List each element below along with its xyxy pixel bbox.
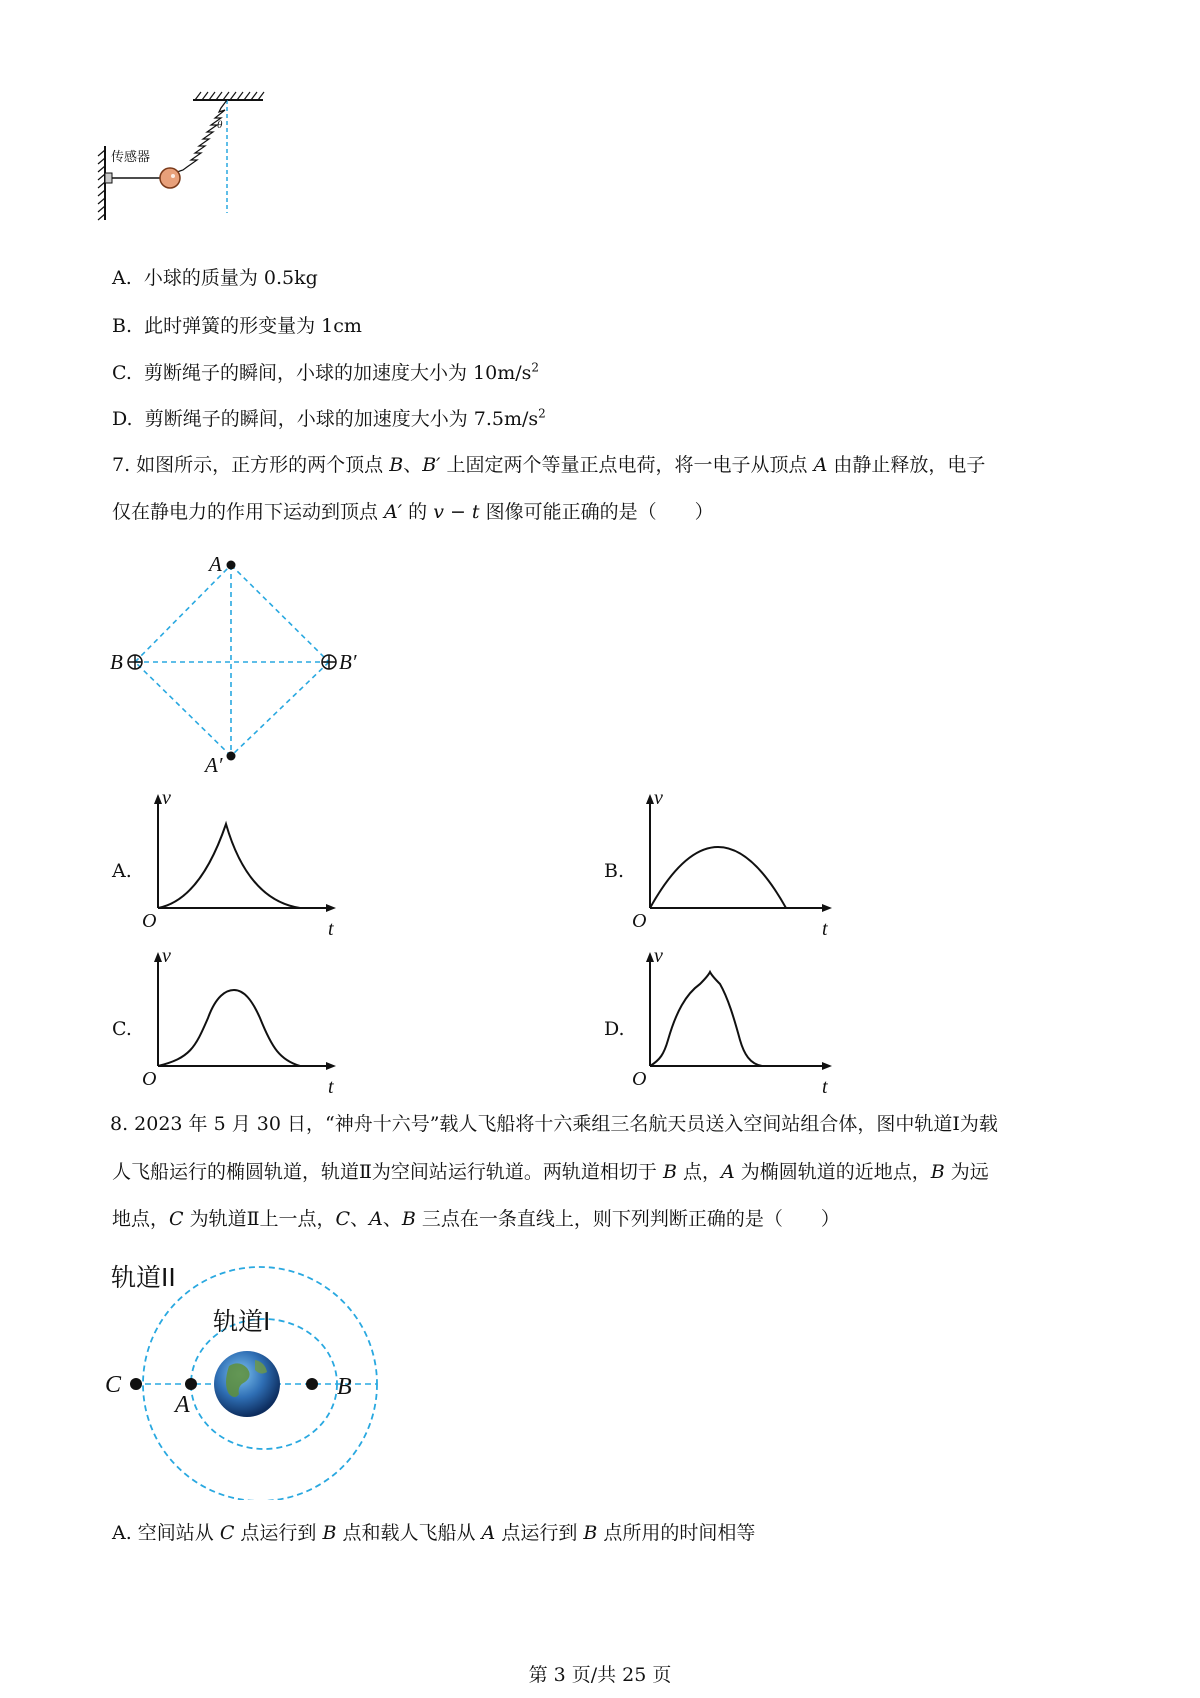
q8-line-3 (112, 1207, 840, 1231)
ball (160, 168, 180, 188)
t-arrow (326, 1062, 336, 1070)
ceiling-hatch (195, 92, 264, 100)
superscript: 2 (531, 360, 540, 375)
q8-option-a (112, 1521, 755, 1545)
var-b: B (401, 1208, 416, 1230)
text: 为轨道Ⅱ上一点， (183, 1208, 336, 1230)
v-label: v (654, 790, 663, 809)
text: 7. 如图所示，正方形的两个顶点 (112, 454, 390, 476)
text: 、 (382, 1208, 402, 1230)
q6-option-a (112, 266, 318, 290)
text: 三点在一条直线上，则下列判断正确的是（ ） (415, 1208, 840, 1230)
var-a: A (720, 1161, 735, 1183)
edge-bp-ap (231, 662, 329, 756)
curve-b (650, 847, 786, 908)
charge-b-icon (128, 655, 142, 669)
option-text: 此时弹簧的形变量为 1cm (144, 315, 362, 337)
text: 的 (402, 501, 434, 523)
text: 由静止释放，电子 (827, 454, 986, 476)
var-a: A (481, 1522, 496, 1544)
text: A. 空间站从 (112, 1522, 220, 1544)
wall-hatch (98, 150, 105, 220)
option-letter: C. (112, 362, 132, 384)
var-vt: v − t (433, 501, 480, 523)
graph-b-letter: B. (604, 860, 625, 882)
charge-bp-icon (322, 655, 336, 669)
text: 点和载人飞船从 (336, 1522, 482, 1544)
square-charges-figure (105, 548, 365, 778)
vt-graph-b (630, 790, 840, 940)
v-arrow (154, 794, 162, 804)
graph-c-letter: C. (112, 1018, 132, 1040)
point-c (130, 1378, 142, 1390)
q6-option-d (112, 407, 546, 431)
text: 图像可能正确的是（ ） (479, 501, 714, 523)
v-arrow (154, 952, 162, 962)
point-ap (227, 752, 236, 761)
edge-b-a (135, 565, 231, 662)
var-b: B (662, 1161, 677, 1183)
ball-highlight (171, 174, 175, 178)
text: 上固定两个等量正点电荷，将一电子从顶点 (440, 454, 814, 476)
label-c: C (105, 1372, 122, 1398)
v-arrow (646, 952, 654, 962)
option-letter: B. (112, 315, 133, 337)
var-ap: A′ (384, 501, 403, 523)
text: 、 (403, 454, 423, 476)
text: 点运行到 (495, 1522, 584, 1544)
v-arrow (646, 794, 654, 804)
var-c: C (169, 1208, 184, 1230)
text: 地点， (112, 1208, 170, 1230)
curve-d (650, 972, 762, 1066)
text: 为远 (944, 1161, 989, 1183)
curve-a (158, 824, 300, 908)
origin-label: O (142, 1068, 157, 1090)
v-label: v (162, 948, 171, 967)
option-text: 小球的质量为 0.5kg (143, 267, 318, 289)
var-c: C (219, 1522, 235, 1544)
var-a: A (369, 1208, 383, 1230)
t-label: t (328, 918, 334, 940)
q8-line-1: 8. 2023 年 5 月 30 日，“神舟十六号”载人飞船将十六乘组三名航天员送入空间站组合体，图中轨道Ⅰ为载 (110, 1113, 998, 1135)
text: 为椭圆轨道的近地点， (734, 1161, 931, 1183)
point-focus (306, 1378, 318, 1390)
var-bp: B′ (422, 454, 441, 476)
origin-label: O (632, 1068, 647, 1090)
graph-a-letter: A. (112, 860, 132, 882)
vt-graph-c (140, 948, 340, 1098)
q7-line-1 (112, 453, 985, 477)
text: 点所用的时间相等 (597, 1522, 756, 1544)
v-label: v (654, 948, 663, 967)
text: 仅在静电力的作用下运动到顶点 (112, 501, 385, 523)
vt-graph-d (630, 948, 840, 1098)
spring-ball-figure (95, 88, 275, 228)
superscript: 2 (538, 406, 546, 421)
label-a: A (175, 1392, 190, 1418)
sensor-label: 传感器 (111, 150, 151, 165)
label-b: B (337, 1374, 352, 1400)
text: 人飞船运行的椭圆轨道，轨道Ⅱ为空间站运行轨道。两轨道相切于 (112, 1161, 663, 1183)
var-b: B (583, 1522, 598, 1544)
curve-c (158, 990, 300, 1066)
orbit-2-label: 轨道II (111, 1263, 176, 1292)
t-label: t (822, 918, 828, 940)
var-c: C (335, 1208, 351, 1230)
label-a: A (209, 552, 222, 576)
t-arrow (326, 904, 336, 912)
option-text: 剪断绳子的瞬间，小球的加速度大小为 7.5m/s (144, 408, 539, 430)
q7-line-2 (112, 500, 714, 524)
t-arrow (822, 904, 832, 912)
sensor-box (105, 173, 112, 183)
q6-option-b (112, 314, 362, 338)
theta-label: θ (217, 119, 223, 131)
option-letter: A. (112, 267, 132, 289)
label-b: B (110, 650, 123, 674)
page-footer: 第 3 页/共 25 页 (528, 1664, 672, 1686)
var-a: A (813, 454, 828, 476)
origin-label: O (632, 910, 647, 932)
q8-line-2 (112, 1160, 989, 1184)
var-b: B (389, 454, 404, 476)
label-ap: A′ (205, 753, 223, 777)
graph-d-letter: D. (604, 1018, 625, 1040)
orbit-1-label: 轨道I (213, 1307, 271, 1336)
var-b: B (322, 1522, 337, 1544)
option-letter: D. (112, 408, 133, 430)
point-a (227, 561, 236, 570)
edge-ap-b (135, 662, 231, 756)
var-b: B (930, 1161, 945, 1183)
text: 、 (350, 1208, 370, 1230)
t-label: t (328, 1076, 334, 1098)
t-arrow (822, 1062, 832, 1070)
point-a (185, 1378, 197, 1390)
orbit-figure (105, 1250, 405, 1500)
v-label: v (162, 790, 171, 809)
edge-a-bp (231, 565, 329, 662)
text: 点运行到 (234, 1522, 323, 1544)
spring (177, 100, 227, 172)
text: 点， (676, 1161, 721, 1183)
vt-graph-a (140, 790, 340, 940)
option-text: 剪断绳子的瞬间，小球的加速度大小为 10m/s (144, 362, 532, 384)
earth-icon (214, 1351, 280, 1417)
t-label: t (822, 1076, 828, 1098)
label-bp: B′ (339, 650, 357, 674)
origin-label: O (142, 910, 157, 932)
q6-option-c (112, 361, 539, 385)
